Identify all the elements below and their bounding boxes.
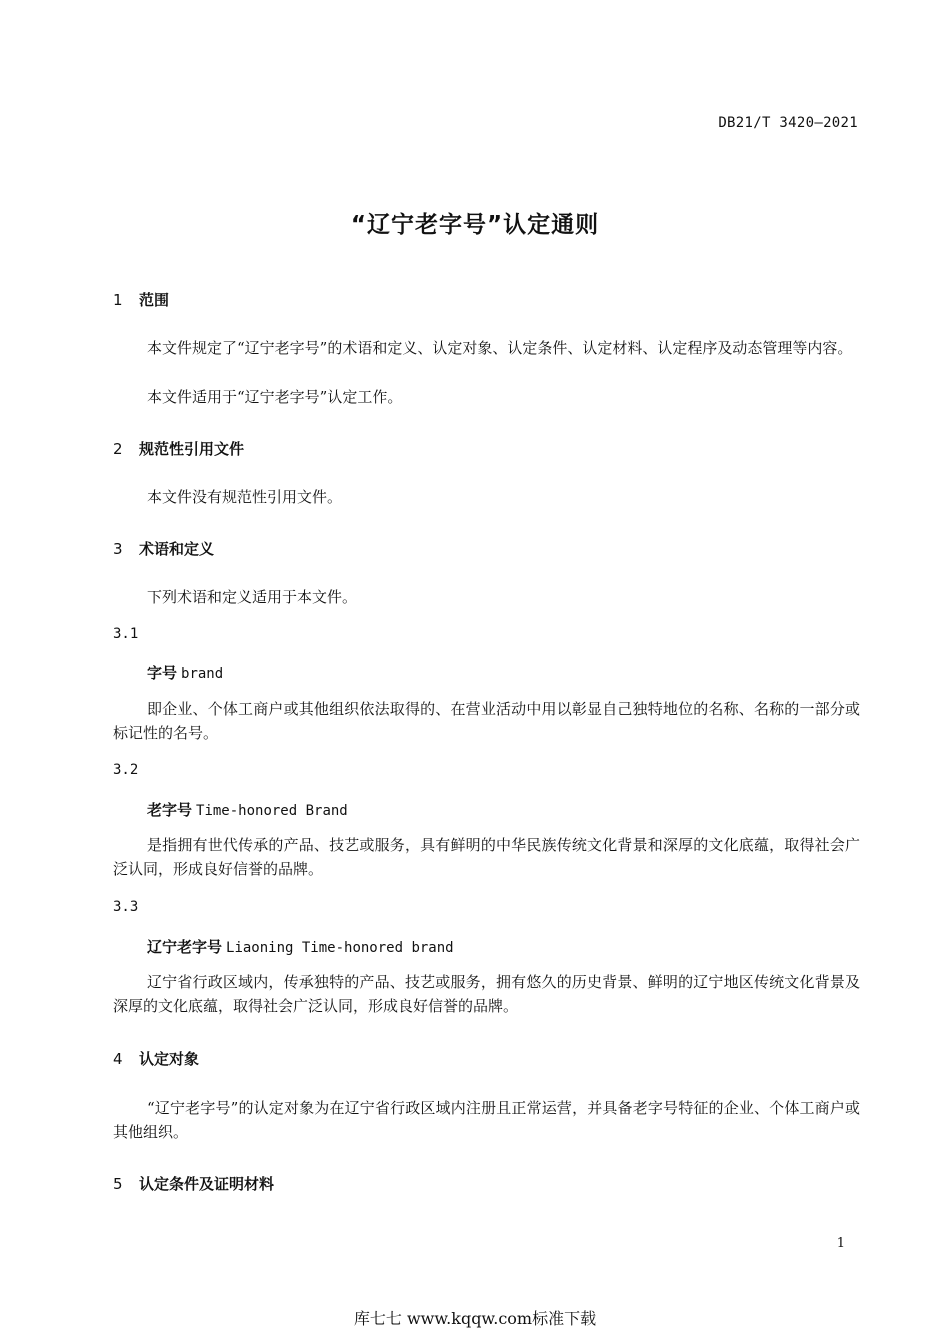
section-2-paragraph-1: 本文件没有规范性引用文件。: [147, 488, 343, 506]
term-en: Time-honored Brand: [196, 803, 348, 819]
section-number: 4: [113, 1050, 123, 1068]
section-1-paragraph-1: 本文件规定了“辽宁老字号”的术语和定义、认定对象、认定条件、认定材料、认定程序及动态管理等内容。: [147, 339, 853, 357]
section-number: 3: [113, 540, 123, 558]
clause-3-2-number: 3.2: [113, 762, 139, 778]
section-5-heading: [113, 1173, 274, 1194]
term-en: brand: [181, 666, 224, 682]
clause-3-3-number: 3.3: [113, 899, 139, 915]
section-title: 范围: [139, 291, 170, 309]
section-1-paragraph-2: 本文件适用于“辽宁老字号”认定工作。: [147, 388, 403, 406]
standard-code: DB21/T 3420—2021: [718, 115, 858, 131]
term-3-2-definition: 是指拥有世代传承的产品、技艺或服务，具有鲜明的中华民族传统文化背景和深厚的文化底蕴，取得社会广泛认同，形成良好信誉的品牌。: [113, 836, 860, 878]
section-number: 2: [113, 440, 123, 458]
section-number: 5: [113, 1175, 123, 1193]
footer-watermark: 库七七 www.kqqw.com标准下载: [353, 1309, 597, 1328]
section-2-heading: [113, 438, 244, 459]
term-3-3: [147, 936, 454, 957]
term-3-2: [147, 799, 348, 820]
term-zh: 老字号: [147, 801, 193, 819]
term-3-1: [147, 662, 223, 683]
page-number: 1: [836, 1236, 845, 1251]
term-3-3-definition: 辽宁省行政区域内，传承独特的产品、技艺或服务，拥有悠久的历史背景、鲜明的辽宁地区传统文化背景及深厚的文化底蕴，取得社会广泛认同，形成良好信誉的品牌。: [113, 973, 860, 1015]
section-3-paragraph-1: 下列术语和定义适用于本文件。: [147, 588, 358, 606]
section-4-heading: [113, 1048, 199, 1069]
term-3-1-definition: 即企业、个体工商户或其他组织依法取得的、在营业活动中用以彰显自己独特地位的名称、名称的一部分或标记性的名号。: [113, 700, 860, 742]
document-title: “辽宁老字号”认定通则: [350, 212, 600, 238]
term-zh: 辽宁老字号: [147, 938, 223, 956]
term-en: Liaoning Time-honored brand: [226, 940, 454, 956]
section-title: 术语和定义: [139, 540, 215, 558]
section-title: 规范性引用文件: [139, 440, 245, 458]
section-4-paragraph-1: “辽宁老字号”的认定对象为在辽宁省行政区域内注册且正常运营，并具备老字号特征的企业、个体工商户或其他组织。: [113, 1099, 860, 1141]
section-title: 认定条件及证明材料: [139, 1175, 275, 1193]
section-1-heading: [113, 289, 169, 310]
section-title: 认定对象: [139, 1050, 200, 1068]
section-3-heading: [113, 538, 214, 559]
clause-3-1-number: 3.1: [113, 626, 139, 642]
term-zh: 字号: [147, 664, 178, 682]
section-number: 1: [113, 291, 123, 309]
